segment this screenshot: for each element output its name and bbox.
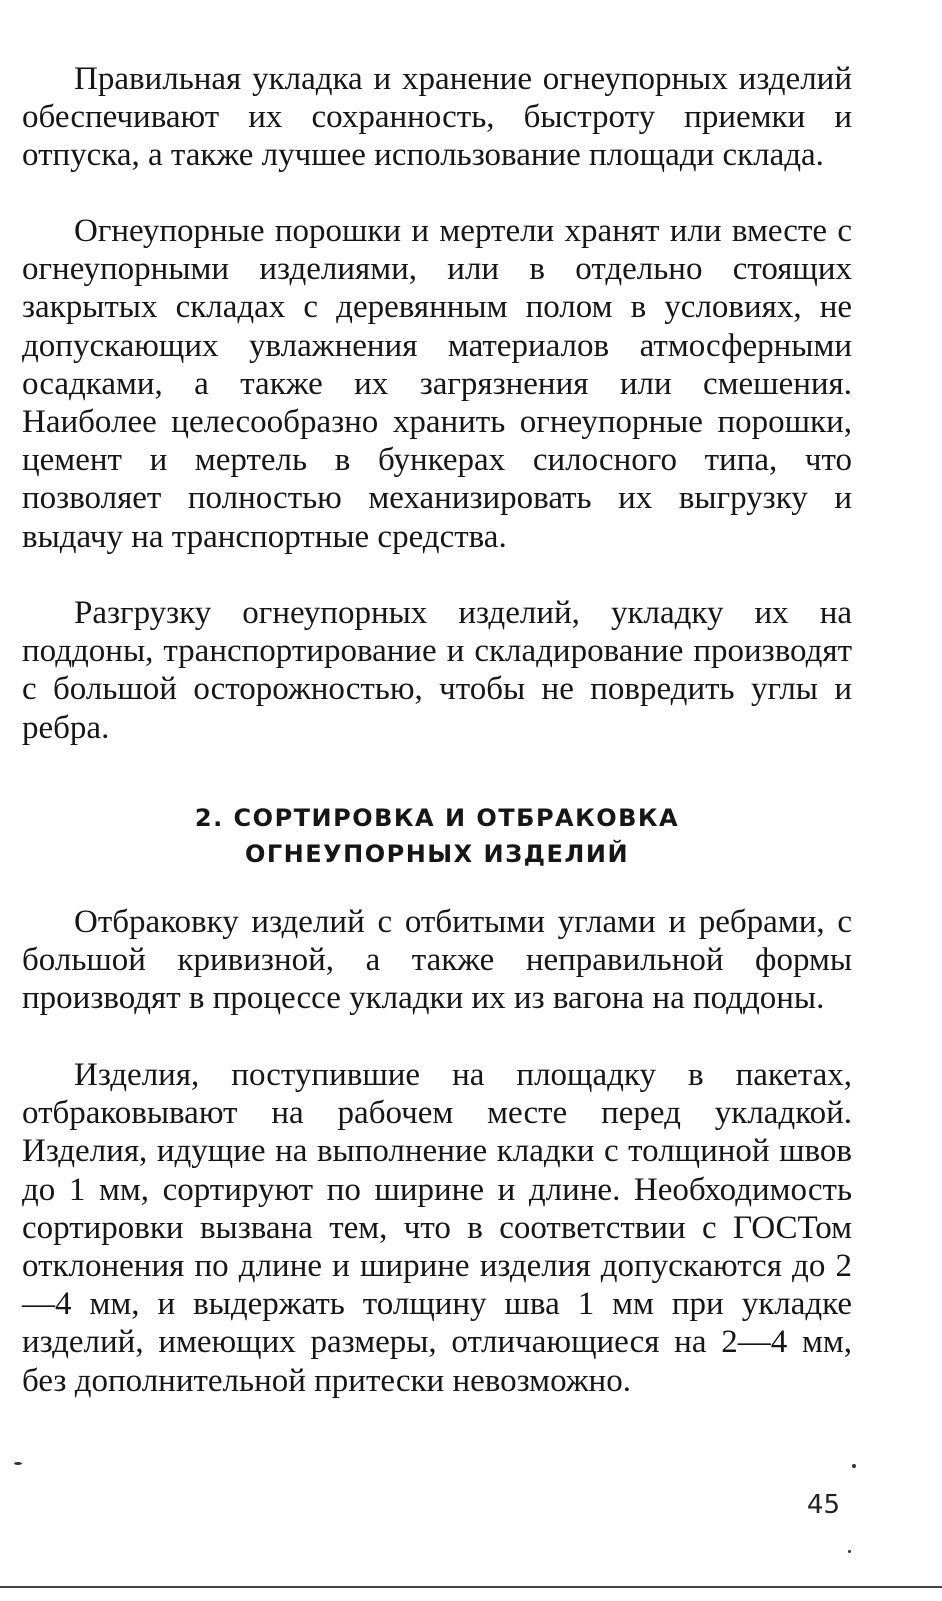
paragraph-sorting: Изделия, поступившие на площадку в пакетах, отбраковывают на рабочем месте перед укладкой. Изделия, идущие на выполнение кладки с толщиной швов до 1 мм, сортируют по ширине и длине. Необходимость сортировки вызвана тем, что в соответствии с ГОСТом отклонения по длине и ширине изделия допускаются до 2—4 мм, и выдержать толщину шва 1 мм при укладке изделий, имеющих размеры, отличающиеся на 2—4 мм, без дополнительной притески невозможно.	[22, 1057, 852, 1399]
paragraph-powders-storage: Огнеупорные порошки и мертели хранят или вместе с огнеупорными изделиями, или в отдельно стоящих закрытых складах с деревянным полом в условиях, не допускающих увлажнения материалов атмосферными осадками, а также их загрязнения или смешения. Наиболее целесообразно хранить огнеупорные порошки, цемент и мертель в бункерах силосного типа, что позволяет полностью механизировать их выгрузку и выдачу на транспортные средства.	[22, 213, 852, 555]
section-heading-line-2: ОГНЕУПОРНЫХ ИЗДЕЛИЙ	[244, 840, 630, 868]
print-speck	[852, 1464, 856, 1468]
paragraph-unloading: Разгрузку огнеупорных изделий, укладку их на поддоны, транспортирование и складирование производят с большой осторожностью, чтобы не повредить углы и ребра.	[22, 595, 852, 746]
page-number: 45	[806, 1490, 840, 1520]
paragraph-rejection: Отбраковку изделий с отбитыми углами и ребрами, с большой кривизной, а также неправильной формы производят в процессе укладки их из вагона на поддоны.	[22, 904, 852, 1017]
section-heading-line-1: 2. СОРТИРОВКА И ОТБРАКОВКА	[194, 804, 680, 832]
print-speck	[848, 1550, 851, 1553]
section-heading	[22, 800, 852, 872]
scan-bottom-edge	[0, 1586, 942, 1588]
paragraph-storage-intro: Правильная укладка и хранение огнеупорных изделий обеспечивают их сохранность, быстроту приемки и отпуска, а также лучшее использование площади склада.	[22, 61, 852, 174]
print-speck	[14, 1462, 22, 1465]
